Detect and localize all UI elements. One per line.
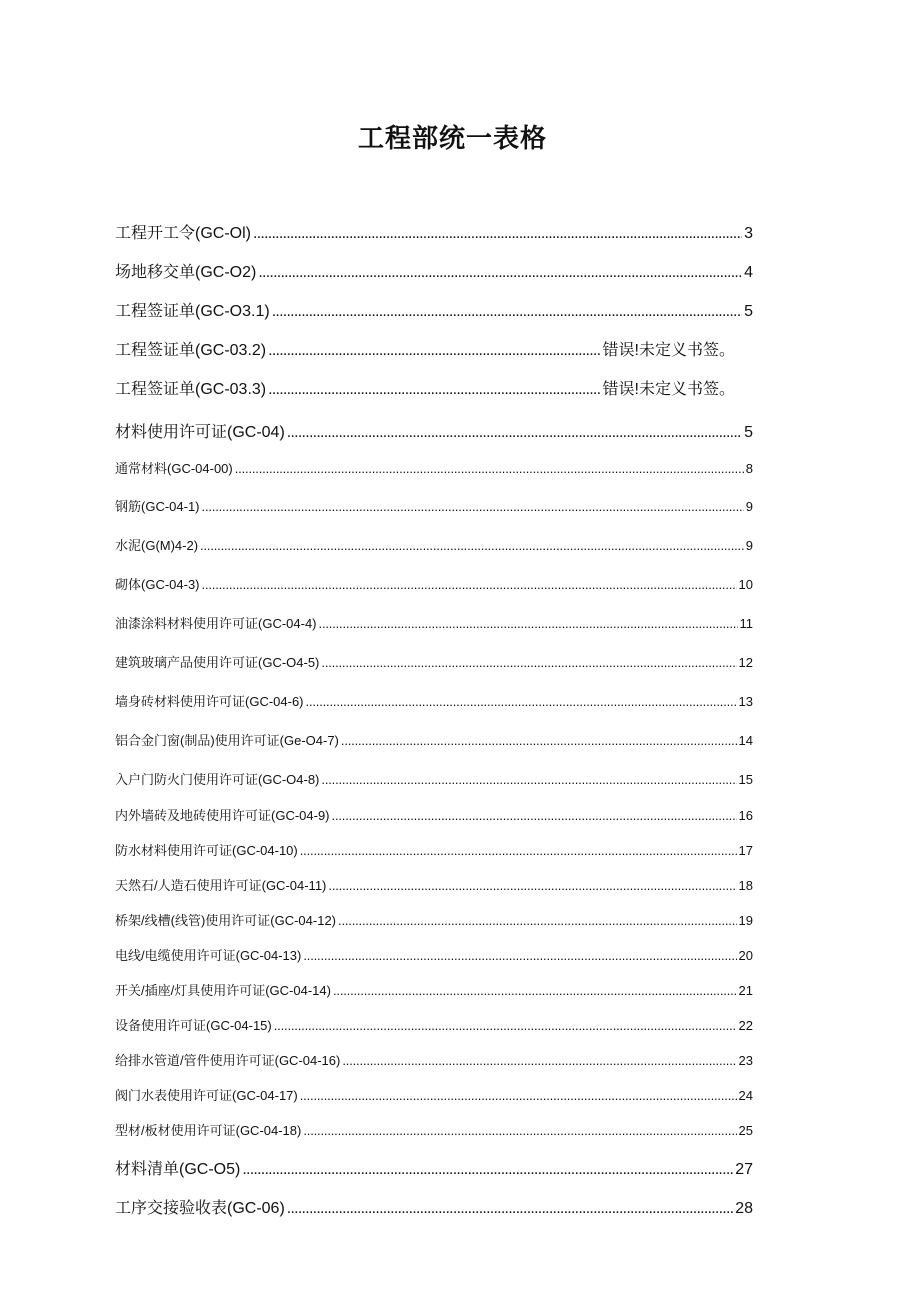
toc-leader-dots (332, 808, 737, 823)
toc-entry-label: 电线/电缆使用许可证(GC-04-13) (115, 948, 302, 963)
toc-entry-page: 24 (738, 1088, 753, 1103)
toc-entry[interactable] (115, 875, 753, 893)
toc-leader-dots (287, 1200, 733, 1217)
toc-entry-label: 砌体(GC-04-3) (115, 577, 200, 592)
toc-leader-dots (319, 616, 738, 631)
toc-entry[interactable] (115, 1195, 753, 1217)
toc-entry-page: 20 (738, 948, 753, 963)
toc-entry-label: 铝合金门窗(制品)使用许可证(Ge-O4-7) (115, 733, 339, 748)
toc-entry-page: 19 (738, 913, 753, 928)
toc-entry-page: 23 (738, 1053, 753, 1068)
toc-leader-dots (333, 983, 737, 998)
toc-entry-label: 通常材料(GC-04-00) (115, 461, 233, 476)
toc-entry-page: 4 (744, 264, 753, 281)
page-title: 工程部统一表格 (357, 124, 547, 154)
toc-entry-label: 建筑玻璃产品使用许可证(GC-O4-5) (115, 655, 320, 670)
toc-leader-dots (300, 843, 737, 858)
toc-leader-dots (274, 1018, 737, 1033)
toc-entry-page: 13 (738, 694, 753, 709)
toc-entry-page: 18 (738, 878, 753, 893)
toc-leader-dots (321, 655, 736, 670)
toc-leader-dots (272, 303, 742, 320)
toc-entry-label: 入户门防火门使用许可证(GC-O4-8) (115, 772, 320, 787)
toc-leader-dots (342, 1053, 736, 1068)
toc-entry-page: 16 (738, 808, 753, 823)
toc-entry-label: 型材/板材使用许可证(GC-04-18) (115, 1123, 302, 1138)
toc-entry-page: 14 (738, 733, 753, 748)
toc-leader-dots (341, 733, 737, 748)
toc-leader-dots (200, 538, 744, 553)
toc-entry[interactable] (115, 1015, 753, 1033)
toc-entry-label: 墙身砖材料使用许可证(GC-04-6) (115, 694, 304, 709)
toc-entry-label: 材料清单(GC-O5) (115, 1161, 241, 1178)
toc-entry-page: 8 (745, 461, 753, 476)
toc-entry-label: 开关/插座/灯具使用许可证(GC-04-14) (115, 983, 331, 998)
toc-entry-page: 5 (744, 424, 753, 441)
toc-entry[interactable] (115, 376, 735, 398)
toc-entry-label: 工程签证单(GC-03.2) (115, 342, 267, 359)
toc-entry[interactable] (115, 259, 753, 281)
toc-entry-page: 22 (738, 1018, 753, 1033)
toc-entry-page: 错误!未定义书签。 (602, 342, 735, 359)
toc-leader-dots (300, 1088, 737, 1103)
toc-entry[interactable] (115, 1156, 753, 1178)
toc-entry[interactable] (115, 1050, 753, 1068)
toc-entry-page: 错误!未定义书签。 (602, 381, 735, 398)
toc-leader-dots (287, 424, 742, 441)
toc-entry-page: 25 (738, 1123, 753, 1138)
toc-entry[interactable] (115, 220, 753, 242)
toc-leader-dots (202, 499, 744, 514)
toc-entry-page: 21 (738, 983, 753, 998)
toc-entry-label: 水泥(G(M)4-2) (115, 538, 199, 553)
toc-entry[interactable] (115, 458, 753, 476)
toc-leader-dots (253, 225, 742, 242)
toc-entry[interactable] (115, 980, 753, 998)
toc-entry[interactable] (115, 769, 753, 787)
toc-entry[interactable] (115, 1120, 753, 1138)
toc-entry-label: 钢筋(GC-04-1) (115, 499, 200, 514)
toc-leader-dots (258, 264, 742, 281)
toc-entry-page: 9 (745, 538, 753, 553)
toc-entry-page: 3 (744, 225, 753, 242)
toc-leader-dots (328, 878, 736, 893)
toc-leader-dots (235, 461, 744, 476)
toc-entry-label: 给排水管道/管件使用许可证(GC-04-16) (115, 1053, 341, 1068)
toc-entry-page: 11 (739, 616, 753, 631)
toc-entry[interactable] (115, 1085, 753, 1103)
toc-entry[interactable] (115, 730, 753, 748)
toc-entry[interactable] (115, 910, 753, 928)
toc-entry[interactable] (115, 840, 753, 858)
toc-entry[interactable] (115, 652, 753, 670)
toc-entry[interactable] (115, 945, 753, 963)
toc-entry[interactable] (115, 337, 735, 359)
toc-entry-label: 工程签证单(GC-O3.1) (115, 303, 270, 320)
toc-entry-page: 28 (735, 1200, 753, 1217)
toc-entry-label: 油漆涂料材料使用许可证(GC-04-4) (115, 616, 317, 631)
toc-entry-label: 工序交接验收表(GC-06) (115, 1200, 285, 1217)
toc-leader-dots (338, 913, 737, 928)
toc-entry-label: 桥架/线槽(线管)使用许可证(GC-04-12) (115, 913, 337, 928)
toc-leader-dots (268, 342, 600, 359)
toc-entry-page: 9 (745, 499, 753, 514)
toc-entry-label: 天然石/人造石使用许可证(GC-04-11) (115, 878, 327, 893)
toc-entry-page: 12 (738, 655, 753, 670)
toc-entry-label: 场地移交单(GC-O2) (115, 264, 257, 281)
toc-leader-dots (268, 381, 600, 398)
toc-entry-label: 材料使用许可证(GC-04) (115, 424, 285, 441)
toc-leader-dots (202, 577, 737, 592)
toc-entry[interactable] (115, 535, 753, 553)
toc-entry-page: 17 (738, 843, 753, 858)
toc-entry[interactable] (115, 805, 753, 823)
toc-entry-page: 10 (738, 577, 753, 592)
toc-entry-page: 15 (738, 772, 753, 787)
toc-entry[interactable] (115, 691, 753, 709)
toc-entry[interactable] (115, 574, 753, 592)
toc-entry-label: 设备使用许可证(GC-04-15) (115, 1018, 272, 1033)
toc-leader-dots (242, 1161, 733, 1178)
toc-entry[interactable] (115, 496, 753, 514)
toc-leader-dots (306, 694, 737, 709)
toc-entry-label: 工程签证单(GC-03.3) (115, 381, 267, 398)
toc-entry[interactable] (115, 419, 753, 441)
toc-leader-dots (321, 772, 736, 787)
toc-leader-dots (303, 1123, 736, 1138)
toc-entry-label: 防水材料使用许可证(GC-04-10) (115, 843, 298, 858)
toc-entry[interactable] (115, 613, 753, 631)
toc-entry-label: 阀门水表使用许可证(GC-04-17) (115, 1088, 298, 1103)
toc-entry-page: 5 (744, 303, 753, 320)
toc-entry-label: 内外墙砖及地砖使用许可证(GC-04-9) (115, 808, 330, 823)
toc-entry[interactable] (115, 298, 753, 320)
toc-entry-page: 27 (735, 1161, 753, 1178)
toc-entry-label: 工程开工令(GC-Ol) (115, 225, 251, 242)
toc-leader-dots (303, 948, 736, 963)
